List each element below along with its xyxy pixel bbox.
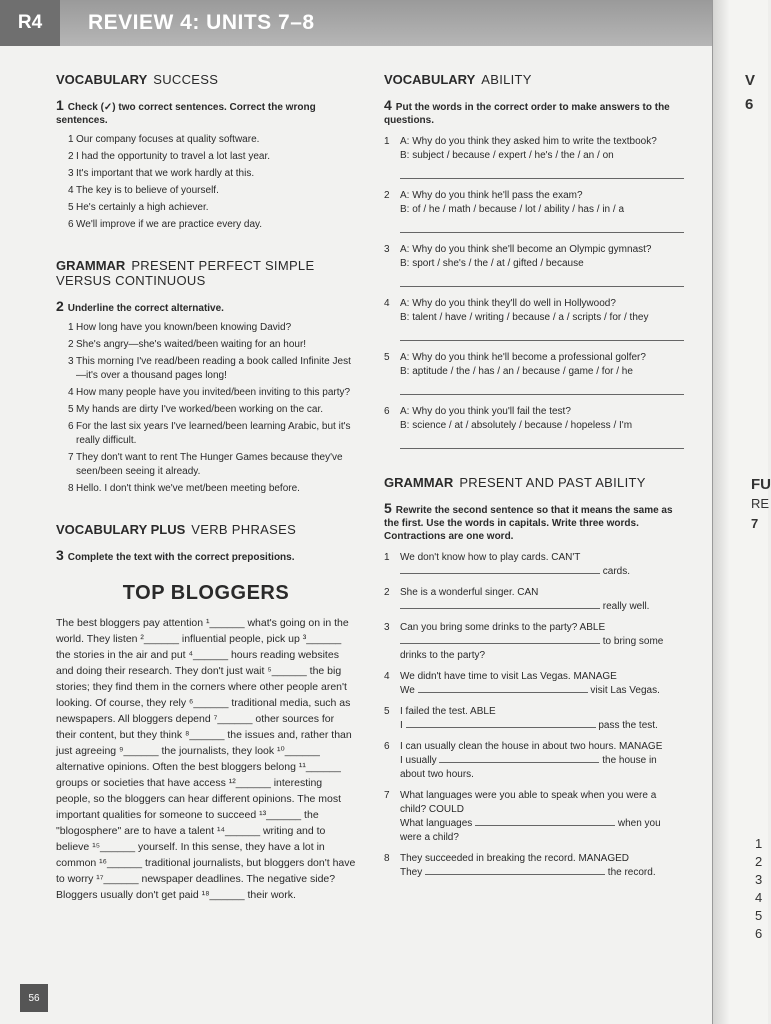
exercise-1-list bbox=[56, 133, 356, 232]
answer-line[interactable] bbox=[400, 327, 684, 341]
list-item: 2 I had the opportunity to travel a lot last year. bbox=[68, 151, 271, 162]
answer-line[interactable] bbox=[400, 273, 684, 287]
adjacent-page-edge bbox=[712, 0, 771, 1024]
list-item: 5 A: Why do you think he'll become a professional golfer? B: aptitude / the / has / an / because / game / for / he bbox=[384, 351, 684, 395]
list-item: 6 A: Why do you think you'll fail the test? B: science / at / absolutely / because / hopeless / I'm bbox=[384, 405, 684, 449]
answer-blank[interactable] bbox=[406, 727, 596, 728]
list-item: 1 Our company focuses at quality software. bbox=[68, 134, 260, 145]
blog-title: TOP BLOGGERS bbox=[122, 582, 290, 604]
list-item: 7 They don't want to rent The Hunger Games because they've seen/been seeing it already. bbox=[68, 452, 343, 477]
list-item: 8 Hello. I don't think we've met/been meeting before. bbox=[68, 483, 300, 494]
answer-line[interactable] bbox=[400, 219, 684, 233]
list-item: 5 My hands are dirty I've worked/been working on the car. bbox=[68, 404, 324, 415]
list-item: 3 This morning I've read/been reading a book called Infinite Jest—it's over a thousand pages long! bbox=[68, 356, 351, 381]
adjacent-page-text: 5 bbox=[755, 908, 763, 923]
answer-blank[interactable] bbox=[400, 608, 600, 609]
section-vocab-plus-heading: VOCABULARY PLUS VERB PHRASES bbox=[56, 522, 297, 537]
review-banner bbox=[0, 0, 712, 46]
adjacent-page-text: 6 bbox=[745, 96, 754, 113]
list-item: 6 For the last six years I've learned/been learning Arabic, but it's really difficult. bbox=[68, 421, 351, 446]
exercise-3-instruction: 3 Complete the text with the correct prepositions. bbox=[56, 547, 295, 563]
adjacent-page-text: 7 bbox=[751, 516, 759, 531]
exercise-5-list bbox=[384, 551, 684, 880]
list-item: 4 The key is to believe of yourself. bbox=[68, 185, 219, 196]
list-item: 4 We didn't have time to visit Las Vegas. MANAGE We visit Las Vegas. bbox=[384, 671, 660, 696]
exercise-4-list bbox=[384, 135, 684, 449]
adjacent-page-text: 1 bbox=[755, 836, 763, 851]
exercise-4-instruction: 4 Put the words in the correct order to make answers to the questions. bbox=[384, 97, 670, 126]
list-item: 4 How many people have you invited/been inviting to this party? bbox=[68, 387, 351, 398]
list-item: 2 She's angry—she's waited/been waiting for an hour! bbox=[68, 339, 307, 350]
answer-blank[interactable] bbox=[475, 825, 615, 826]
section-grammar-ability-heading: GRAMMAR PRESENT AND PAST ABILITY bbox=[384, 475, 646, 490]
exercise-2-instruction: 2 Underline the correct alternative. bbox=[56, 298, 224, 314]
list-item: 7 What languages were you able to speak when you were a child? COULD What languages when you were a child? bbox=[384, 790, 661, 843]
list-item: 3 A: Why do you think she'll become an Olympic gymnast? B: sport / she's / the / at / gifted / because bbox=[384, 243, 684, 287]
answer-line[interactable] bbox=[400, 435, 684, 449]
review-tag: R4 bbox=[0, 0, 60, 46]
section-grammar-pp-heading: GRAMMAR PRESENT PERFECT SIMPLE VERSUS CONTINUOUS bbox=[56, 258, 315, 288]
list-item: 1 How long have you known/been knowing David? bbox=[68, 322, 292, 333]
list-item: 6 We'll improve if we are practice every day. bbox=[68, 219, 263, 230]
exercise-2-list bbox=[56, 321, 356, 496]
answer-line[interactable] bbox=[400, 165, 684, 179]
answer-blank[interactable] bbox=[439, 762, 599, 763]
list-item: 5 I failed the test. ABLE I pass the test. bbox=[384, 706, 658, 731]
adjacent-page-text: 4 bbox=[755, 890, 763, 905]
answer-blank[interactable] bbox=[400, 573, 600, 574]
list-item: 3 It's important that we work hardly at this. bbox=[68, 168, 255, 179]
left-column bbox=[56, 46, 356, 903]
section-vocab-ability-heading: VOCABULARY ABILITY bbox=[384, 72, 532, 87]
list-item: 1 We don't know how to play cards. CAN'T cards. bbox=[384, 552, 631, 577]
list-item: 1 A: Why do you think they asked him to write the textbook? B: subject / because / expert / he's / the / an / on bbox=[384, 135, 684, 179]
list-item: 2 She is a wonderful singer. CAN really well. bbox=[384, 587, 650, 612]
adjacent-page-text: 3 bbox=[755, 872, 763, 887]
blog-text: The best bloggers pay attention ¹______ what's going on in the world. They listen ²______ influential people, pick up ³______ the stories in the air and put ⁴______ hours reading websites and doing their research. They don't just wait ⁵______ the big stories; they find them in the corners where other people aren't looking. Of course, they rely ⁶______ traditional media, such as newspapers. All bloggers depend ⁷______ other sources for their content, but they think ⁸______ the issues and, rather than just agreeing ⁹______ the journalists, they look ¹⁰______ alternative opinions. Often the best bloggers belong ¹¹______ groups or societies that have access ¹²______ interesting people, so the bloggers can hear different opinions. The most important qualities for someone to succeed ¹³______ the "blogosphere" are to have a talent ¹⁴______ writing and to believe ¹⁵______ yourself. In this sense, they have a lot in common ¹⁶______ traditional journalists, but bloggers don't have to worry ¹⁷______ newspaper deadlines. The negative side? Bloggers usually don't get paid ¹⁸______ their work. bbox=[56, 617, 356, 901]
list-item: 8 They succeeded in breaking the record. MANAGED They the record. bbox=[384, 853, 656, 878]
answer-blank[interactable] bbox=[418, 692, 588, 693]
list-item: 3 Can you bring some drinks to the party? ABLE to bring some drinks to the party? bbox=[384, 622, 664, 661]
adjacent-page-text: RE bbox=[751, 496, 770, 511]
adjacent-page-text: 6 bbox=[755, 926, 763, 941]
list-item: 4 A: Why do you think they'll do well in Hollywood? B: talent / have / writing / because / a / scripts / for / they bbox=[384, 297, 684, 341]
list-item: 6 I can usually clean the house in about two hours. MANAGE I usually the house in about two hours. bbox=[384, 741, 663, 780]
adjacent-page-text: 2 bbox=[755, 854, 763, 869]
exercise-1-instruction: 1 Check (✓) two correct sentences. Correct the wrong sentences. bbox=[56, 97, 316, 126]
banner-title: REVIEW 4: UNITS 7–8 bbox=[88, 11, 315, 34]
list-item: 5 He's certainly a high achiever. bbox=[68, 202, 209, 213]
adjacent-page-text: FU bbox=[751, 476, 771, 493]
list-item: 2 A: Why do you think he'll pass the exam? B: of / he / math / because / lot / ability / has / in / a bbox=[384, 189, 684, 233]
exercise-5-instruction: 5 Rewrite the second sentence so that it means the same as the first. Use the words in capitals. Write three words. Contractions are one word. bbox=[384, 500, 673, 542]
section-vocab-success-heading: VOCABULARY SUCCESS bbox=[56, 72, 219, 87]
answer-line[interactable] bbox=[400, 381, 684, 395]
answer-blank[interactable] bbox=[400, 643, 600, 644]
answer-blank[interactable] bbox=[425, 874, 605, 875]
page-number: 56 bbox=[20, 984, 48, 1012]
right-column bbox=[384, 46, 684, 887]
adjacent-page-text: V bbox=[745, 72, 756, 89]
